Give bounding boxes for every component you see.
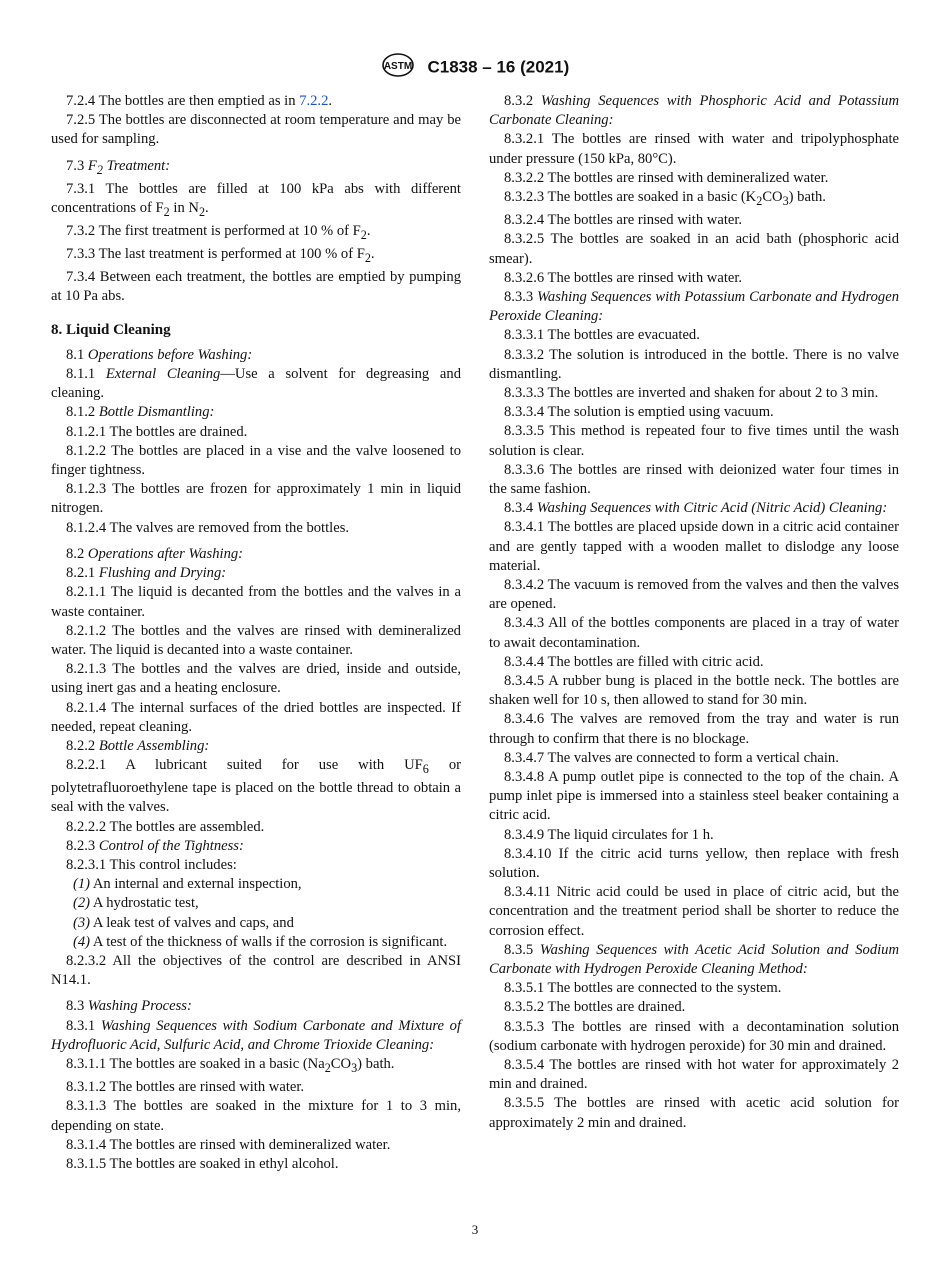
- paragraph: 8.3.3.6 The bottles are rinsed with deionized water four times in the same fashion.: [489, 461, 899, 497]
- paragraph: 8.3.2.1 The bottles are rinsed with water and tripolyphosphate under pressure (150 kPa, 80°C).: [489, 131, 899, 167]
- paragraph: 8.2.1.2 The bottles and the valves are rinsed with demineralized water. The liquid is decanted into a waste container.: [51, 622, 461, 658]
- paragraph: 8.2.1.4 The internal surfaces of the dried bottles are inspected. If needed, repeat cleaning.: [51, 699, 461, 735]
- paragraph: 8.3.4.11 Nitric acid could be used in place of citric acid, but the concentration and the treatment period shall be shorter to reduce the corrosion effect.: [489, 884, 899, 939]
- paragraph: 8.3.5 Washing Sequences with Acetic Acid Solution and Sodium Carbonate with Hydrogen Peroxide Cleaning Method:: [489, 941, 900, 978]
- paragraph: 8.1.2.3 The bottles are frozen for approximately 1 min in liquid nitrogen.: [51, 481, 461, 517]
- paragraph: 8.3.5.5 The bottles are rinsed with acetic acid solution for approximately 2 min and drained.: [489, 1095, 899, 1131]
- paragraph: 8.3.2 Washing Sequences with Phosphoric Acid and Potassium Carbonate Cleaning:: [489, 93, 899, 129]
- paragraph: 8.3.3.5 This method is repeated four to five times until the wash solution is clear.: [489, 423, 900, 459]
- paragraph: 8.2.3 Control of the Tightness:: [66, 837, 244, 854]
- paragraph: 8.1.2.2 The bottles are placed in a vise and the valve loosened to finger tightness.: [51, 442, 461, 479]
- section-title: 8. Liquid Cleaning: [51, 321, 171, 338]
- list-item: (2) A hydrostatic test,: [73, 895, 199, 912]
- paragraph: 8.3.1 Washing Sequences with Sodium Carbonate and Mixture of Hydrofluoric Acid, Sulfuric Acid, and Chrome Trioxide Cleaning:: [51, 1017, 461, 1053]
- cross-reference-link[interactable]: 7.2.2: [299, 93, 329, 109]
- paragraph: 8.3.1.1 The bottles are soaked in a basic $(Na_2CO_3)$ bath.: [66, 1056, 395, 1075]
- paragraph: 8.3.4.6 The valves are removed from the tray and water is run through to confirm that there is no blockage.: [489, 711, 899, 747]
- paragraph: 8.3 Washing Process:: [66, 998, 192, 1015]
- paragraph: 7.3.4 Between each treatment, the bottles are emptied by pumping at 10 Pa abs.: [51, 269, 462, 305]
- paragraph: 8.1.2 Bottle Dismantling:: [66, 404, 215, 421]
- page-number: 3: [471, 1222, 479, 1237]
- list-item: (4) A test of the thickness of walls if the corrosion is significant.: [73, 933, 448, 950]
- paragraph: 7.2.5 The bottles are disconnected at room temperature and may be used for sampling.: [51, 112, 461, 148]
- paragraph: 8.2.1 Flushing and Drying:: [66, 565, 227, 582]
- section-heading: 7.3 $F_2$ Treatment:: [66, 157, 171, 177]
- paragraph: 8.2.3.2 All the objectives of the control are described in ANSI N14.1.: [51, 953, 461, 989]
- standard-designation: C1838 – 16 (2021): [427, 57, 570, 77]
- left-column: [51, 92, 461, 1174]
- paragraph: 8.3.1.2 The bottles are rinsed with water.: [66, 1079, 305, 1096]
- paragraph: 8.3.1.4 The bottles are rinsed with demineralized water.: [66, 1136, 391, 1153]
- paragraph: 7.3.2 The first treatment is performed at 10 % of $F_2$.: [66, 223, 371, 242]
- paragraph: 8.3.4.7 The valves are connected to form a vertical chain.: [504, 749, 839, 766]
- paragraph: 8.2.2 Bottle Assembling:: [66, 737, 210, 754]
- paragraph: 8.3.3.1 The bottles are evacuated.: [504, 327, 700, 344]
- paragraph: 8.3.4.4 The bottles are filled with citric acid.: [504, 653, 764, 670]
- paragraph: 8.3.5.2 The bottles are drained.: [504, 999, 686, 1016]
- paragraph: 8.3.4.3 All of the bottles components are placed in a tray of water to await decontamination.: [489, 615, 900, 651]
- paragraph: 8.3.5.3 The bottles are rinsed with a decontamination solution (sodium carbonate with hydrogen peroxide) for 30 min and drained.: [489, 1018, 899, 1054]
- paragraph: 8.2.2.1 A lubricant suited for use with $UF_6$ or polytetrafluoroethylene tape is placed on the bottle thread to obtain a seal with the valves.: [51, 757, 461, 816]
- paragraph: 8.3.3.2 The solution is introduced in the bottle. There is no valve dismantling.: [489, 346, 899, 382]
- paragraph: 8.2.1.1 The liquid is decanted from the bottles and the valves in a waste container.: [51, 584, 461, 620]
- paragraph: 8.3.4 Washing Sequences with Citric Acid (Nitric Acid) Cleaning:: [504, 500, 888, 517]
- paragraph: 8.3.3.4 The solution is emptied using vacuum.: [504, 404, 774, 421]
- list-item: (1) An internal and external inspection,: [73, 876, 302, 893]
- paragraph: 8.3.2.2 The bottles are rinsed with demineralized water.: [504, 169, 829, 186]
- astm-logo: [381, 52, 415, 83]
- paragraph: 8.3.4.5 A rubber bung is placed in the bottle neck. The bottles are shaken well for 10 s, then allowed to stand for 30 min.: [489, 673, 900, 709]
- paragraph: 8.3.4.9 The liquid circulates for 1 h.: [504, 826, 714, 843]
- list-item: (3) A leak test of valves and caps, and: [73, 914, 294, 931]
- paragraph: 8.3.5.1 The bottles are connected to the system.: [504, 980, 782, 997]
- paragraph: 7.2.4 The bottles are then emptied as in 7.2.2.: [66, 93, 333, 109]
- paragraph: 8.3.4.10 If the citric acid turns yellow, then replace with fresh solution.: [489, 845, 899, 882]
- paragraph: 8.3.4.1 The bottles are placed upside down in a citric acid container and are gently tapped with a wooden mallet to dislodge any loose material.: [489, 519, 899, 574]
- paragraph: 8.3.2.3 The bottles are soaked in a basic $(K_2CO_3)$ bath.: [504, 189, 826, 208]
- paragraph: 8.2.2.2 The bottles are assembled.: [66, 818, 265, 835]
- paragraph: 8.3.4.8 A pump outlet pipe is connected to the top of the chain. A pump inlet pipe is immersed into a stainless steel beaker containing a citric acid.: [489, 769, 899, 824]
- paragraph: 8.1.2.1 The bottles are drained.: [66, 423, 248, 440]
- paragraph: 8.3.5.4 The bottles are rinsed with hot water for approximately 2 min and drained.: [489, 1057, 899, 1093]
- paragraph: 7.3.1 The bottles are filled at 100 kPa abs with different concentrations of $F_2$ in $N_2$.: [51, 180, 461, 219]
- paragraph: 7.3.3 The last treatment is performed at 100 % of $F_2$.: [66, 246, 375, 266]
- paragraph: 8.3.2.6 The bottles are rinsed with water.: [504, 269, 743, 286]
- paragraph: 8.1 Operations before Washing:: [66, 346, 253, 363]
- paragraph: 8.3.1.3 The bottles are soaked in the mixture for 1 to 3 min, depending on state.: [51, 1098, 461, 1134]
- paragraph: 8.3.4.2 The vacuum is removed from the valves and then the valves are opened.: [489, 576, 899, 613]
- page-header: [0, 52, 950, 83]
- paragraph: 8.1.1 External Cleaning—Use a solvent for degreasing and cleaning.: [51, 366, 461, 402]
- paragraph: 8.1.2.4 The valves are removed from the bottles.: [66, 519, 350, 536]
- paragraph: 8.2.3.1 This control includes:: [66, 857, 237, 874]
- paragraph: 8.3.1.5 The bottles are soaked in ethyl alcohol.: [66, 1156, 339, 1172]
- paragraph: 8.3.3 Washing Sequences with Potassium Carbonate and Hydrogen Peroxide Cleaning:: [489, 288, 899, 325]
- paragraph: 8.2.1.3 The bottles and the valves are dried, inside and outside, using inert gas and a heating enclosure.: [51, 661, 461, 697]
- paragraph: 8.3.3.3 The bottles are inverted and shaken for about 2 to 3 min.: [504, 384, 879, 401]
- paragraph: 8.3.2.4 The bottles are rinsed with water.: [504, 212, 743, 229]
- right-column: [489, 92, 899, 1133]
- paragraph: 8.3.2.5 The bottles are soaked in an acid bath (phosphoric acid smear).: [489, 231, 899, 267]
- paragraph: 8.2 Operations after Washing:: [66, 545, 244, 562]
- svg-text:ASTM: ASTM: [383, 61, 412, 72]
